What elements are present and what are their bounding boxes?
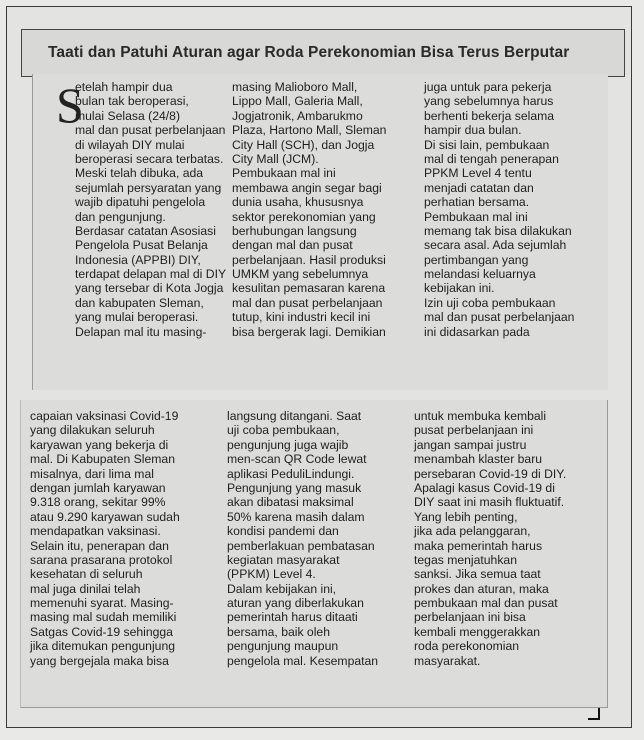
top-column-3 xyxy=(424,80,574,339)
text-line: yang dilakukan seluruh xyxy=(30,423,155,438)
text-line: wajib dipatuhi pengelola xyxy=(75,195,206,210)
text-line: secara asal. Ada sejumlah xyxy=(424,238,567,253)
text-line: City Mall (JCM). xyxy=(232,151,319,166)
text-line: (PPKM) Level 4. xyxy=(227,567,316,582)
text-line: bulan tak beroperasi, xyxy=(75,94,189,109)
headline-box xyxy=(21,29,625,77)
text-line: kembali menggerakkan xyxy=(414,624,541,639)
text-line: perbelanjaan. Hasil produksi xyxy=(232,252,386,267)
text-line: Selain itu, penerapan dan xyxy=(30,538,169,553)
text-line: menjadi catatan dan xyxy=(424,180,534,195)
text-line: PPKM Level 4 tentu xyxy=(424,166,532,181)
text-line: pertimbangan yang xyxy=(424,252,529,267)
text-line: pemberlakuan pembatasan xyxy=(227,538,375,553)
bottom-column-3 xyxy=(414,409,566,668)
text-line: Indonesia (APPBI) DIY, xyxy=(75,252,201,267)
text-line: mal di tengah penerapan xyxy=(424,151,559,166)
text-line: bersama, baik oleh xyxy=(227,624,330,639)
text-line: Plaza, Hartono Mall, Sleman xyxy=(232,123,387,138)
text-line: tegas menjatuhkan xyxy=(414,552,517,567)
text-line: 50% karena masih dalam xyxy=(227,509,365,524)
text-line: dan kabupaten Sleman, xyxy=(75,295,204,310)
text-line: sejumlah persyaratan yang xyxy=(75,180,222,195)
text-line: mal. Di Kabupaten Sleman xyxy=(30,452,175,467)
text-line: masyarakat. xyxy=(414,653,481,668)
text-line: sektor perekonomian yang xyxy=(232,209,376,224)
bottom-column-2 xyxy=(227,409,378,668)
text-line: Delapan mal itu masing- xyxy=(75,324,207,339)
text-line: mal dan pusat perbelanjaan xyxy=(424,310,575,325)
text-line: pembukaan mal dan pusat xyxy=(414,596,558,611)
text-line: memang tak bisa dilakukan xyxy=(424,223,572,238)
text-line: aturan yang diberlakukan xyxy=(227,596,364,611)
text-line: menambah klaster baru xyxy=(414,452,543,467)
text-line: berhubungan langsung xyxy=(232,223,357,238)
text-line: mal dan pusat perbelanjaan xyxy=(75,123,226,138)
text-line: Lippo Mall, Galeria Mall, xyxy=(232,94,363,109)
text-line: kegiatan masyarakat xyxy=(227,552,340,567)
text-line: Di sisi lain, pembukaan xyxy=(424,137,550,152)
text-line: bisa bergerak lagi. Demikian xyxy=(232,324,386,339)
drop-cap: S xyxy=(56,77,84,133)
text-line: UMKM yang sebelumnya xyxy=(232,267,369,282)
text-line: dengan mal dan pusat xyxy=(232,238,353,253)
text-line: pengunjung juga wajib xyxy=(227,437,349,452)
text-line: dunia usaha, khususnya xyxy=(232,195,364,210)
text-line: roda perekonomian xyxy=(414,639,520,654)
text-line: jika ditemukan pengunjung xyxy=(30,639,176,654)
text-line: Yang lebih penting, xyxy=(414,509,518,524)
text-line: Pengunjung yang masuk xyxy=(227,480,362,495)
text-line: maka pemerintah harus xyxy=(414,538,543,553)
text-line: dan pengunjung. xyxy=(75,209,166,224)
text-line: yang bergejala maka bisa xyxy=(30,653,169,668)
text-line: Jogjatronik, Ambarukmo xyxy=(232,108,363,123)
text-line: misalnya, dari lima mal xyxy=(30,466,154,481)
text-line: Dalam kebijakan ini, xyxy=(227,581,337,596)
text-line: pemerintah harus ditaati xyxy=(227,610,358,625)
text-line: hampir dua bulan. xyxy=(424,123,522,138)
text-line: Pembukaan mal ini xyxy=(232,166,336,181)
text-line: uji coba pembukaan, xyxy=(227,423,340,438)
corner-mark xyxy=(588,708,600,720)
text-line: pengunjung maupun xyxy=(227,639,339,654)
text-line: jika ada pelanggaran, xyxy=(414,524,531,539)
text-line: karyawan yang bekerja di xyxy=(30,437,169,452)
top-column-2 xyxy=(232,80,386,339)
text-line: capaian vaksinasi Covid-19 xyxy=(30,409,179,423)
text-line: yang mulai beroperasi. xyxy=(75,310,199,325)
text-line: kesehatan di seluruh xyxy=(30,567,143,582)
text-line: masing mal sudah memiliki xyxy=(30,610,177,625)
text-line: etelah hampir dua xyxy=(75,80,173,94)
text-line: perhatian bersama. xyxy=(424,195,530,210)
text-line: ini didasarkan pada xyxy=(424,324,530,339)
text-line: Meski telah dibuka, ada xyxy=(75,166,204,181)
text-line: persebaran Covid-19 di DIY. xyxy=(414,466,567,481)
text-line: sanksi. Jika semua taat xyxy=(414,567,541,582)
text-line: di wilayah DIY mulai xyxy=(75,137,185,152)
text-line: membawa angin segar bagi xyxy=(232,180,382,195)
text-line: City Hall (SCH), dan Jogja xyxy=(232,137,375,152)
text-line: sarana prasarana protokol xyxy=(30,552,173,567)
text-line: kondisi pandemi dan xyxy=(227,524,339,539)
text-line: juga untuk para pekerja xyxy=(424,80,552,94)
text-line: Pengelola Pusat Belanja xyxy=(75,238,208,253)
text-line: dengan jumlah karyawan xyxy=(30,480,166,495)
text-line: atau 9.290 karyawan sudah xyxy=(30,509,180,524)
text-line: memenuhi syarat. Masing- xyxy=(30,596,174,611)
text-line: men-scan QR Code lewat xyxy=(227,452,367,467)
text-line: Apalagi kasus Covid-19 di xyxy=(414,480,555,495)
text-line: melandasi keluarnya xyxy=(424,267,536,282)
text-line: mulai Selasa (24/8) xyxy=(75,108,180,123)
text-line: berhenti bekerja selama xyxy=(424,108,555,123)
text-line: prokes dan aturan, maka xyxy=(414,581,549,596)
text-line: Pembukaan mal ini xyxy=(424,209,528,224)
text-line: aplikasi PeduliLindungi. xyxy=(227,466,355,481)
article-title: Taati dan Patuhi Aturan agar Roda Perekonomian Bisa Terus Berputar xyxy=(48,44,570,61)
text-line: Berdasar catatan Asosiasi xyxy=(75,223,216,238)
text-line: akan dibatasi maksimal xyxy=(227,495,354,510)
text-line: mendapatkan vaksinasi. xyxy=(30,524,161,539)
text-line: DIY saat ini masih fluktuatif. xyxy=(414,495,565,510)
text-line: tutup, kini industri kecil ini xyxy=(232,310,371,325)
text-line: pengelola mal. Kesempatan xyxy=(227,653,379,668)
text-line: yang sebelumnya harus xyxy=(424,94,554,109)
text-line: mal juga dinilai telah xyxy=(30,581,141,596)
text-line: perbelanjaan ini bisa xyxy=(414,610,526,625)
text-line: langsung ditangani. Saat xyxy=(227,409,362,423)
bottom-column-1 xyxy=(30,409,180,668)
text-line: beroperasi secara terbatas. xyxy=(75,151,224,166)
text-line: jangan sampai justru xyxy=(414,437,527,452)
text-line: Izin uji coba pembukaan xyxy=(424,295,556,310)
text-line: pusat perbelanjaan ini xyxy=(414,423,534,438)
text-line: mal dan pusat perbelanjaan xyxy=(232,295,383,310)
text-line: kesulitan pemasaran karena xyxy=(232,281,386,296)
top-column-1 xyxy=(75,80,226,339)
text-line: yang tersebar di Kota Jogja xyxy=(75,281,224,296)
text-line: masing Malioboro Mall, xyxy=(232,80,358,94)
text-line: kebijakan ini. xyxy=(424,281,495,296)
text-line: 9.318 orang, sekitar 99% xyxy=(30,495,166,510)
text-line: Satgas Covid-19 sehingga xyxy=(30,624,173,639)
text-line: terdapat delapan mal di DIY xyxy=(75,267,227,282)
text-line: untuk membuka kembali xyxy=(414,409,547,423)
